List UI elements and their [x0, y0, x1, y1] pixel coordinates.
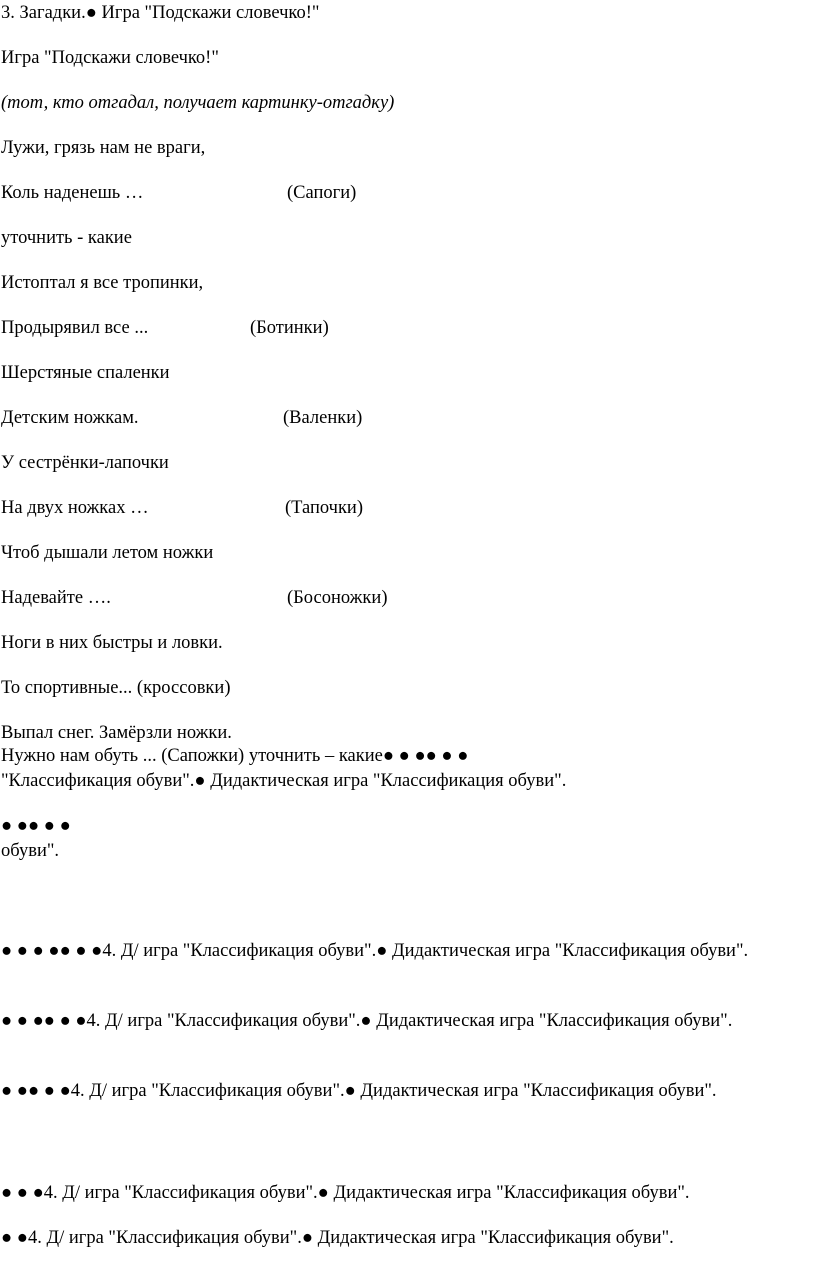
- riddle-answer: (Ботинки): [250, 318, 329, 338]
- game-title: ● ● ●4. Д/ игра "Классификация обуви".● Дидактическая игра "Классификация обуви".: [1, 1183, 690, 1203]
- riddle-line: Чтоб дышали летом ножки: [1, 543, 214, 563]
- riddle-line: Шерстяные спаленки: [1, 363, 170, 383]
- riddle-line: Коль наденешь …: [1, 183, 144, 203]
- riddle-line: Лужи, грязь нам не враги,: [1, 138, 206, 158]
- game-title: "Классификация обуви".● Дидактическая игра "Классификация обуви".: [1, 771, 567, 791]
- riddle-line: Надевайте ….: [1, 588, 111, 608]
- riddle-answer: (Валенки): [283, 408, 363, 428]
- riddle-line: У сестрёнки-лапочки: [1, 453, 169, 473]
- game-title: ● ● ●● ● ●4. Д/ игра "Классификация обуви".● Дидактическая игра "Классификация обуви".: [1, 1011, 733, 1031]
- section-heading: 3. Загадки.● Игра "Подскажи словечко!": [1, 3, 320, 23]
- riddle-line: Продырявил все ...: [1, 318, 149, 338]
- riddle-line: На двух ножках …: [1, 498, 149, 518]
- game-title: ● ● ● ●● ● ●4. Д/ игра "Классификация обуви".● Дидактическая игра "Классификация обуви".: [1, 941, 749, 961]
- riddle-line: Ноги в них быстры и ловки.: [1, 633, 223, 653]
- riddle-line: Нужно нам обуть ... (Сапожки) уточнить – какие● ● ●● ● ●: [1, 746, 469, 766]
- game-title: Игра "Подскажи словечко!": [1, 48, 219, 68]
- bullet-fragment: ● ●● ● ●: [1, 816, 71, 836]
- riddle-line: Детским ножкам.: [1, 408, 139, 428]
- text-fragment: обуви".: [1, 841, 60, 861]
- riddle-line: Истоптал я все тропинки,: [1, 273, 204, 293]
- riddle-note: уточнить - какие: [1, 228, 132, 248]
- game-title: ● ●● ● ●4. Д/ игра "Классификация обуви".● Дидактическая игра "Классификация обуви".: [1, 1081, 717, 1101]
- riddle-line: То спортивные... (кроссовки): [1, 678, 231, 698]
- game-title: ● ●4. Д/ игра "Классификация обуви".● Дидактическая игра "Классификация обуви".: [1, 1228, 674, 1248]
- riddle-line: Выпал снег. Замёрзли ножки.: [1, 723, 232, 743]
- game-instruction: (тот, кто отгадал, получает картинку-отгадку): [1, 93, 395, 113]
- riddle-answer: (Босоножки): [287, 588, 388, 608]
- riddle-answer: (Тапочки): [285, 498, 363, 518]
- riddle-answer: (Сапоги): [287, 183, 357, 203]
